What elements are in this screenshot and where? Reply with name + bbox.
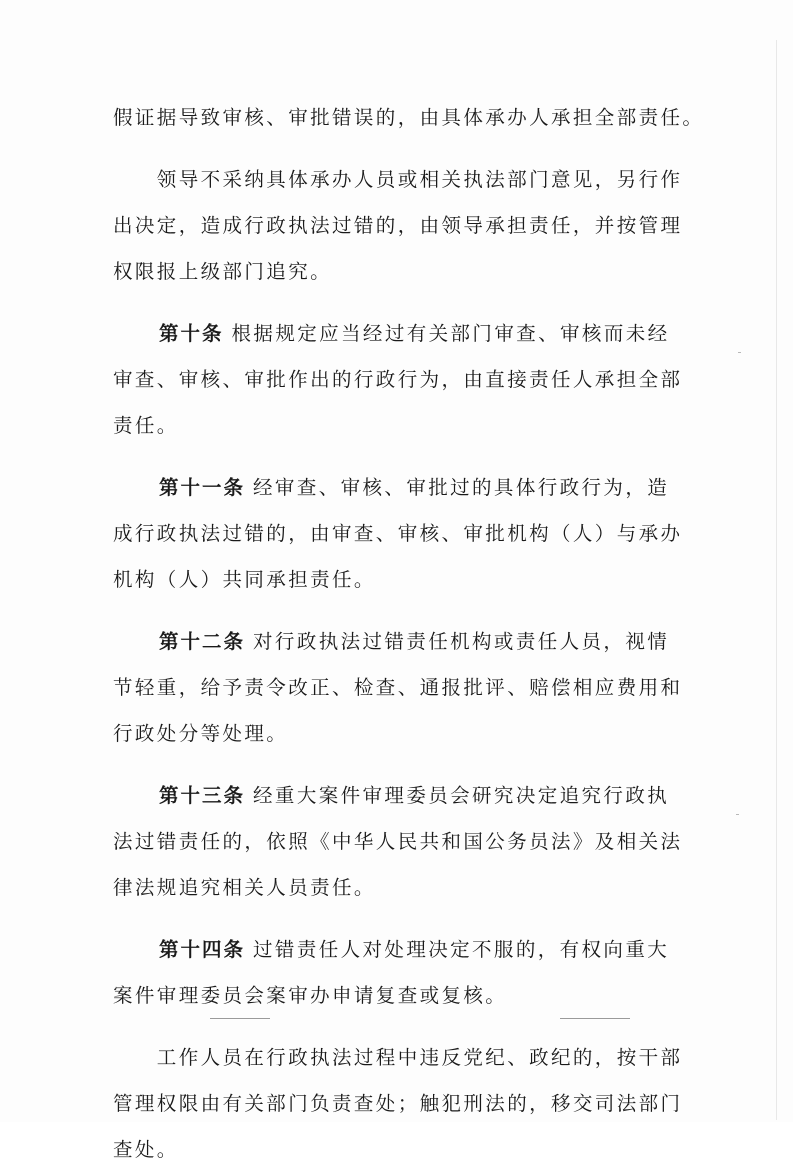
text-line: 律法规追究相关人员责任。 bbox=[113, 876, 376, 899]
article-12-heading: 第十二条 bbox=[159, 630, 246, 653]
article-14-line-1 bbox=[113, 927, 673, 973]
text-line: 成行政执法过错的，由审查、审核、审批机构（人）与承办 bbox=[113, 522, 683, 545]
text-line: 节轻重，给予责令改正、检查、通报批评、赔偿相应费用和 bbox=[113, 676, 683, 699]
article-13-line-1 bbox=[113, 773, 673, 819]
article-11-heading: 第十一条 bbox=[159, 476, 246, 499]
text-line: 权限报上级部门追究。 bbox=[113, 260, 333, 283]
article-12-line-1 bbox=[113, 619, 673, 665]
article-14-heading: 第十四条 bbox=[159, 938, 246, 961]
article-12-text: 对行政执法过错责任机构或责任人员，视情 bbox=[253, 630, 670, 653]
text-line: 出决定，造成行政执法过错的，由领导承担责任，并按管理 bbox=[113, 214, 683, 237]
scan-edge-line bbox=[776, 40, 777, 1120]
article-14-text: 过错责任人对处理决定不服的，有权向重大 bbox=[253, 938, 670, 961]
paragraph-staff-violation: 工作人员在行政执法过程中违反党纪、政纪的，按干部 bbox=[113, 1046, 683, 1069]
article-11-text: 经审查、审核、审批过的具体行政行为，造 bbox=[253, 476, 670, 499]
footer-rule-right bbox=[560, 1018, 630, 1019]
article-10-text: 根据规定应当经过有关部门审查、审核而未经 bbox=[231, 322, 670, 345]
text-line: 法过错责任的，依照《中华人民共和国公务员法》及相关法 bbox=[113, 830, 683, 853]
article-13-text: 经重大案件审理委员会研究决定追究行政执 bbox=[253, 784, 670, 807]
text-line: 机构（人）共同承担责任。 bbox=[113, 568, 376, 591]
text-line: 行政处分等处理。 bbox=[113, 722, 289, 745]
paragraph-leader-opinion: 领导不采纳具体承办人员或相关执法部门意见，另行作 bbox=[113, 168, 683, 191]
text-line: 假证据导致审核、审批错误的，由具体承办人承担全部责任。 bbox=[113, 106, 705, 129]
document-body bbox=[113, 95, 705, 1173]
text-line: 管理权限由有关部门负责查处；触犯刑法的，移交司法部门 bbox=[113, 1092, 683, 1115]
text-line: 查处。 bbox=[113, 1138, 179, 1161]
scan-speck bbox=[736, 814, 739, 815]
article-10-heading: 第十条 bbox=[159, 322, 224, 345]
scan-speck bbox=[738, 352, 741, 353]
article-11-line-1 bbox=[113, 465, 673, 511]
article-13-heading: 第十三条 bbox=[159, 784, 246, 807]
footer-rule-left bbox=[210, 1018, 270, 1019]
text-line: 审查、审核、审批作出的行政行为，由直接责任人承担全部 bbox=[113, 368, 683, 391]
text-line: 责任。 bbox=[113, 414, 179, 437]
text-line: 案件审理委员会案审办申请复查或复核。 bbox=[113, 984, 508, 1007]
article-10-line-1 bbox=[113, 311, 673, 357]
